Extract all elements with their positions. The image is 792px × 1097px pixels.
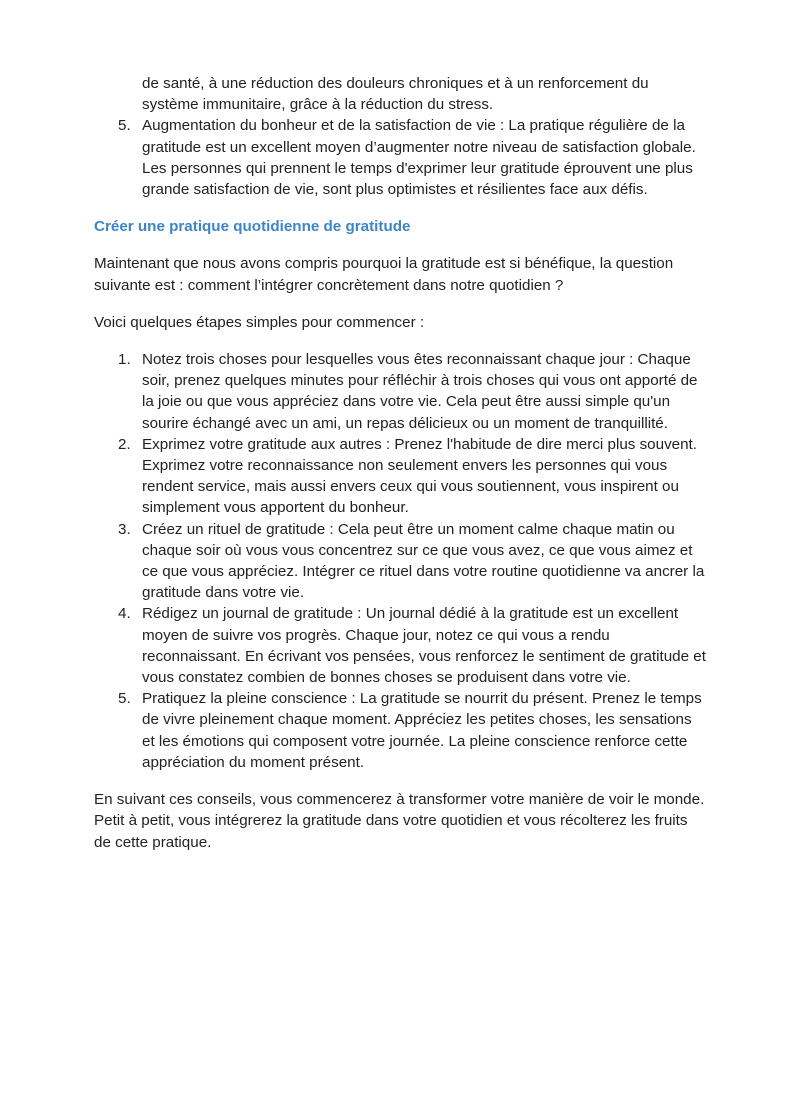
list-item-number: 5. [118,690,131,708]
section-heading: Créer une pratique quotidienne de gratitude [94,218,411,236]
list-item-number: 4. [118,605,131,623]
list-item [94,115,706,200]
list-item-text: Augmentation du bonheur et de la satisfaction de vie : La pratique régulière de la gratitude est un excellent moyen d’augmenter notre niveau de satisfaction globale. Les personnes qui prennent le temps d'exprimer leur gratitude éprouvent une plus grande satisfaction de vie, sont plus optimistes et résilientes face aux défis. [142,117,696,199]
list-item-text: Pratiquez la pleine conscience : La gratitude se nourrit du présent. Prenez le temps de vivre pleinement chaque moment. Appréciez les petites choses, les sensations et les émotions qui composent votre journée. La pleine conscience renforce cette appréciation du moment présent. [142,690,702,771]
list-item-text: Notez trois choses pour lesquelles vous êtes reconnaissant chaque jour : Chaque soir, prenez quelques minutes pour réfléchir à trois choses qui vous ont apporté de la joie ou que vous appréciez dans votre vie. Cela peut être aussi simple qu'un sourire échangé avec un ami, un repas délicieux ou un moment de tranquillité. [142,351,698,432]
list-item-text: Créez un rituel de gratitude : Cela peut être un moment calme chaque matin ou chaque soir où vous vous concentrez sur ce que vous avez, ce que vous aimez et ce que vous appréciez. Intégrer ce rituel dans votre routine quotidienne va ancrer la gratitude dans votre vie. [142,520,705,602]
list-item-text: Exprimez votre gratitude aux autres : Prenez l'habitude de dire merci plus souvent. Exprimez votre reconnaissance non seulement envers les personnes qui vous rendent service, mais aussi envers ceux qui vous soutiennent, vous inspirent ou simplement vous apportent du bonheur. [142,435,697,517]
list-item [94,434,706,519]
list-item [94,349,706,434]
intro-paragraph: Maintenant que nous avons compris pourquoi la gratitude est si bénéfique, la question suivante est : comment l’intégrer concrètement dans notre quotidien ? [94,255,674,294]
list-item-text: de santé, à une réduction des douleurs chroniques et à un renforcement du système immunitaire, grâce à la réduction du stress. [142,75,649,114]
list-item [94,73,706,115]
list-item [94,688,706,773]
list-item-number: 2. [118,435,131,453]
list-item [94,603,706,688]
document-page [94,73,706,853]
list-item [94,519,706,604]
lead-paragraph: Voici quelques étapes simples pour commencer : [94,313,425,331]
steps-list [94,349,706,773]
benefits-list [94,73,706,200]
list-item-number: 1. [118,351,131,369]
conclusion-paragraph: En suivant ces conseils, vous commencerez à transformer votre manière de voir le monde. Petit à petit, vous intégrerez la gratitude dans votre quotidien et vous récolterez les fruits de cette pratique. [94,791,705,851]
list-item-number: 3. [118,520,131,538]
list-item-text: Rédigez un journal de gratitude : Un journal dédié à la gratitude est un excellent moyen de suivre vos progrès. Chaque jour, notez ce qui vous a rendu reconnaissant. En écrivant vos pensées, vous renforcez le sentiment de gratitude et vous constatez combien de bonnes choses se produisent dans votre vie. [142,605,706,687]
list-item-number: 5. [118,117,131,135]
